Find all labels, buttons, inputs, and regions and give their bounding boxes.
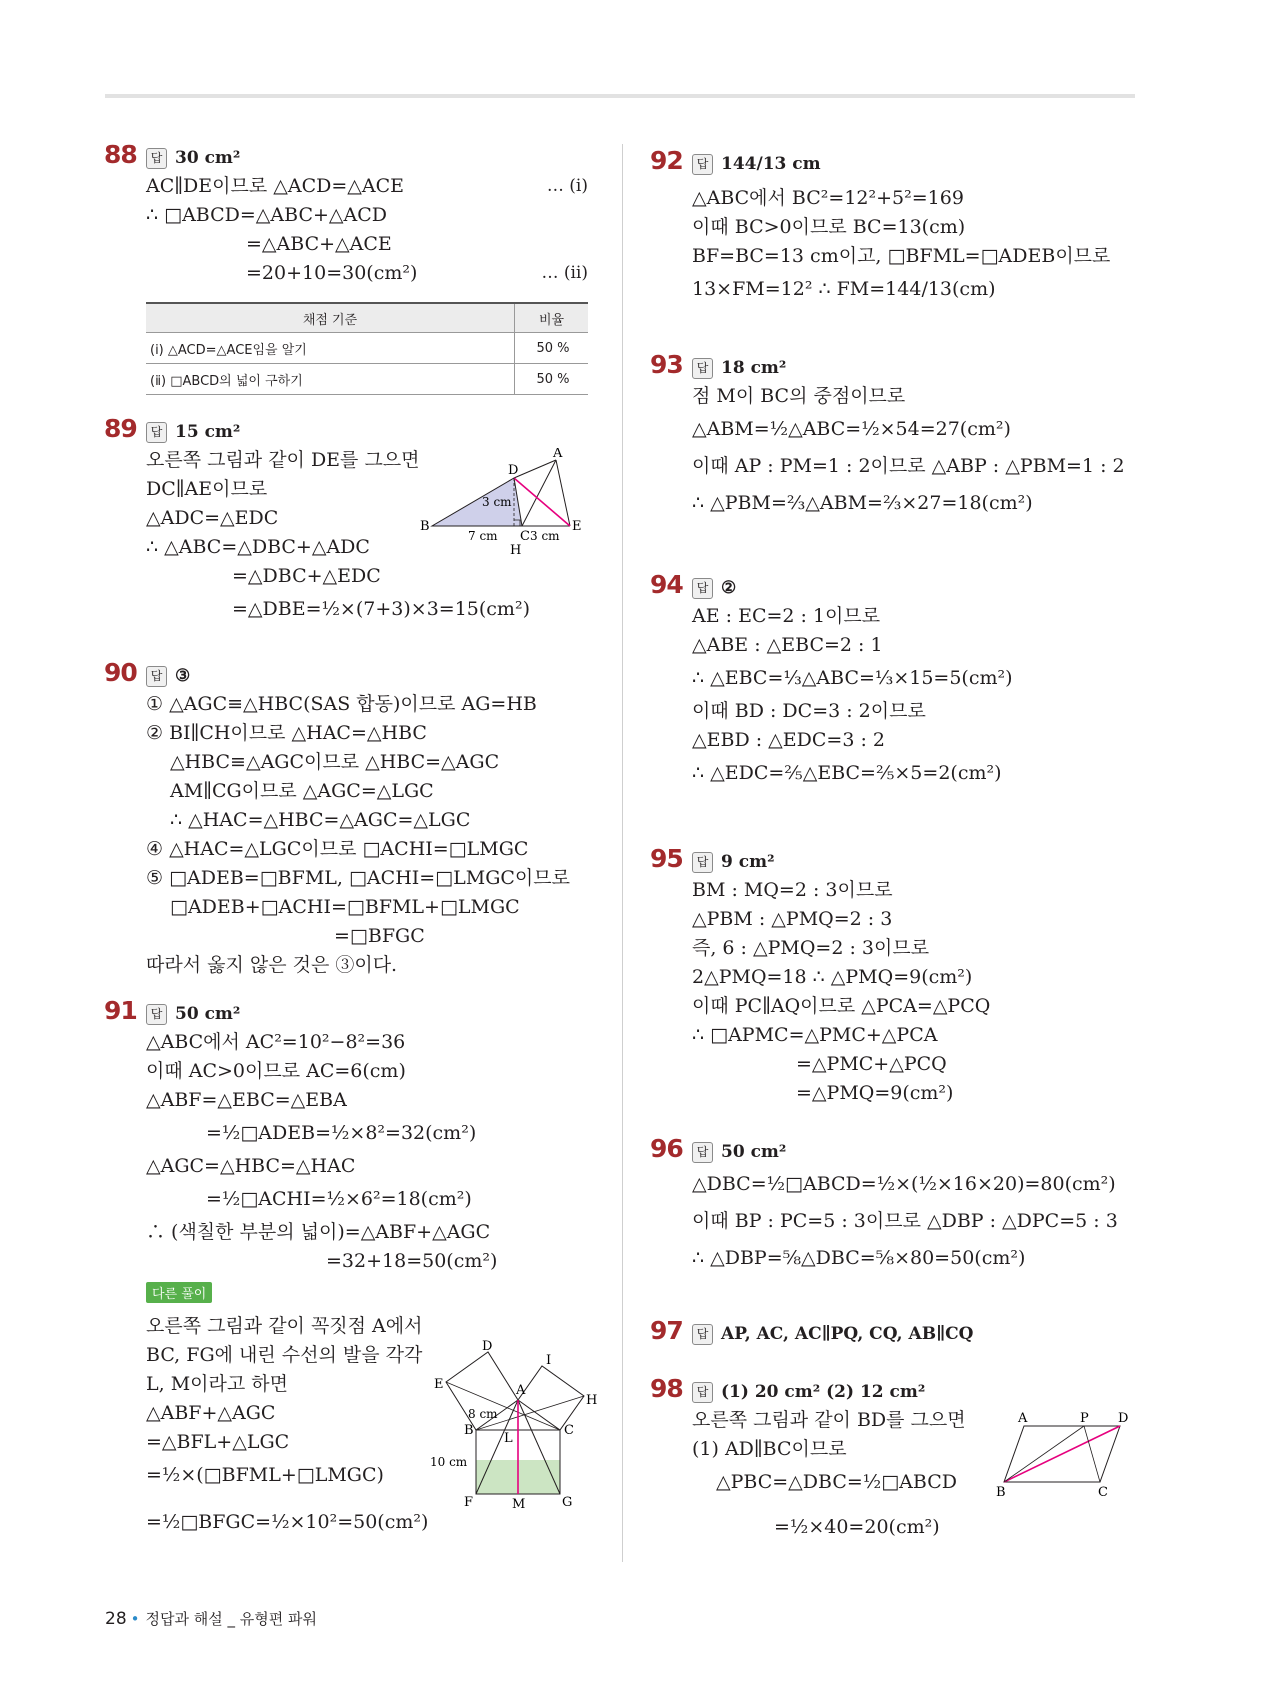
fig-label: B xyxy=(464,1423,474,1438)
answer-tag: 답 xyxy=(146,422,167,443)
answer-value: 50 cm² xyxy=(721,1142,787,1162)
fig-label: A xyxy=(516,1383,526,1398)
answer-line xyxy=(146,662,588,690)
solution-line: =□BFGC xyxy=(334,925,425,947)
answer-value: ② xyxy=(721,578,737,598)
footer-title: 정답과 해설 _ 유형편 파워 xyxy=(145,1610,317,1628)
solution-line: △ABF+△AGC xyxy=(146,1402,276,1424)
answer-value: 9 cm² xyxy=(721,852,775,872)
solution-line: △PBM : △PMQ=2 : 3 xyxy=(692,908,893,930)
fig-label: 10 cm xyxy=(430,1455,468,1469)
solution-line: △ABC에서 BC²=12²+5²=169 xyxy=(692,187,964,209)
solution-line: 이때 BC>0이므로 BC=13(cm) xyxy=(692,216,966,238)
bullet-icon: • xyxy=(130,1610,140,1628)
figure-98 xyxy=(996,1410,1136,1500)
answer-tag: 답 xyxy=(692,1142,713,1163)
solution-line: =½×40=20(cm²) xyxy=(774,1516,940,1538)
answer-value: 144/13 cm xyxy=(721,154,821,174)
solution-line: =½×(□BFML+□LMGC) xyxy=(146,1464,384,1486)
fig-label: F xyxy=(464,1495,474,1510)
solution-line: △ABC에서 AC²=10²−8²=36 xyxy=(146,1031,406,1053)
answer-line xyxy=(692,848,1132,876)
column-divider xyxy=(622,144,623,1562)
solution-line: =½□ADEB=½×8²=32(cm²) xyxy=(206,1122,477,1144)
answer-line xyxy=(146,418,588,446)
problem-number: 93 xyxy=(650,350,683,379)
solution-line: DC∥AE이므로 xyxy=(146,478,268,500)
solution-line: 오른쪽 그림과 같이 DE를 그으면 xyxy=(146,449,420,471)
table-header: 비율 xyxy=(515,303,589,333)
fig-label: L xyxy=(504,1431,513,1446)
fig-label: B xyxy=(420,519,430,534)
fig-label: A xyxy=(1018,1411,1028,1426)
solution-line: (1) AD∥BC이므로 xyxy=(692,1438,847,1460)
solution-line: ∴ (색칠한 부분의 넓이)=△ABF+△AGC xyxy=(146,1221,491,1243)
figure-89 xyxy=(420,448,600,558)
answer-tag: 답 xyxy=(692,358,713,379)
solution-line: ∴ □APMC=△PMC+△PCA xyxy=(692,1024,938,1046)
answer-value: 15 cm² xyxy=(175,422,241,442)
table-cell: (ⅱ) □ABCD의 넓이 구하기 xyxy=(146,364,515,395)
solution-line: =△PMQ=9(cm²) xyxy=(796,1082,954,1104)
solution-line: 이때 PC∥AQ이므로 △PCA=△PCQ xyxy=(692,995,991,1017)
answer-tag: 답 xyxy=(146,1004,167,1025)
problem-number: 89 xyxy=(104,414,137,443)
fig-label: D xyxy=(1118,1411,1129,1426)
answer-tag: 답 xyxy=(692,1324,713,1345)
fig-label: A xyxy=(553,448,563,461)
solution-line: ① △AGC≡△HBC(SAS 합동)이므로 AG=HB xyxy=(146,693,537,715)
problem-number: 98 xyxy=(650,1374,683,1403)
fig-label: P xyxy=(1080,1411,1089,1426)
problem-96 xyxy=(650,1134,1132,1277)
solution-line: BF=BC=13 cm이고, □BFML=□ADEB이므로 xyxy=(692,245,1111,267)
solution-line: 이때 BP : PC=5 : 3이므로 △DBP : △DPC=5 : 3 xyxy=(692,1210,1118,1232)
answer-value: 30 cm² xyxy=(175,148,241,168)
solution-line: =△ABC+△ACE xyxy=(246,233,392,255)
fig-label: 7 cm xyxy=(468,529,498,543)
fig-label: H xyxy=(586,1393,598,1408)
answer-line xyxy=(692,574,1132,602)
problem-number: 91 xyxy=(104,996,137,1025)
solution-line: 따라서 옳지 않은 것은 ③이다. xyxy=(146,954,398,976)
answer-value: 18 cm² xyxy=(721,358,787,378)
answer-value: 50 cm² xyxy=(175,1004,241,1024)
solution-line: AM∥CG이므로 △AGC=△LGC xyxy=(170,780,434,802)
fig-label: M xyxy=(512,1497,526,1512)
fig-label: D xyxy=(482,1339,493,1354)
problem-number: 95 xyxy=(650,844,683,873)
table-header: 채점 기준 xyxy=(146,303,515,333)
solution-line: △EBD : △EDC=3 : 2 xyxy=(692,729,885,751)
problem-92 xyxy=(650,146,1132,308)
problem-number: 90 xyxy=(104,658,137,687)
solution-line: △ABM=½△ABC=½×54=27(cm²) xyxy=(692,418,1011,440)
problem-94 xyxy=(650,570,1132,792)
solution-line: △ABE : △EBC=2 : 1 xyxy=(692,634,883,656)
solution-line: □ADEB+□ACHI=□BFML+□LMGC xyxy=(170,896,520,918)
fig-label: I xyxy=(546,1353,552,1368)
solution-line: 2△PMQ=18 ∴ △PMQ=9(cm²) xyxy=(692,966,973,988)
answer-value: ③ xyxy=(175,666,191,686)
problem-number: 94 xyxy=(650,570,683,599)
solution-line: AC∥DE이므로 △ACD=△ACE … (ⅰ) xyxy=(146,172,588,201)
answer-tag: 답 xyxy=(692,852,713,873)
solution-line: △ABF=△EBC=△EBA xyxy=(146,1089,347,1111)
top-rule xyxy=(105,94,1135,98)
answer-tag: 답 xyxy=(692,578,713,599)
problem-number: 88 xyxy=(104,140,137,169)
reference-mark: … (ⅰ) xyxy=(546,176,588,196)
solution-line: =32+18=50(cm²) xyxy=(326,1250,498,1272)
answer-tag: 답 xyxy=(146,148,167,169)
problem-88 xyxy=(104,140,588,389)
problem-97 xyxy=(650,1316,1132,1348)
solution-line: =½□ACHI=½×6²=18(cm²) xyxy=(206,1188,472,1210)
fig-label: C xyxy=(1098,1485,1108,1500)
answer-line xyxy=(146,1000,588,1028)
solution-line: 이때 AC>0이므로 AC=6(cm) xyxy=(146,1060,406,1082)
problem-95 xyxy=(650,844,1132,1108)
solution-line: ② BI∥CH이므로 △HAC=△HBC xyxy=(146,722,427,744)
problem-number: 97 xyxy=(650,1316,683,1345)
grading-table xyxy=(146,302,588,395)
solution-line: =△PMC+△PCQ xyxy=(796,1053,947,1075)
solution-line: 즉, 6 : △PMQ=2 : 3이므로 xyxy=(692,937,930,959)
answer-line xyxy=(692,1320,1132,1348)
answer-tag: 답 xyxy=(692,1382,713,1403)
solution-line: =20+10=30(cm²) … (ⅱ) xyxy=(146,259,588,288)
solution-line: △AGC=△HBC=△HAC xyxy=(146,1155,356,1177)
other-solution-row xyxy=(146,1276,588,1312)
solution-line: =△DBE=½×(7+3)×3=15(cm²) xyxy=(232,598,530,620)
solution-line: ∴ △EDC=⅖△EBC=⅖×5=2(cm²) xyxy=(692,762,1002,784)
solution-line: △DBC=½□ABCD=½×(½×16×20)=80(cm²) xyxy=(692,1173,1116,1195)
problem-number: 96 xyxy=(650,1134,683,1163)
solution-line: ④ △HAC=△LGC이므로 □ACHI=□LMGC xyxy=(146,838,529,860)
answer-tag: 답 xyxy=(146,666,167,687)
answer-line xyxy=(146,144,588,172)
fig-label: 3 cm xyxy=(482,495,512,509)
solution-line: AE : EC=2 : 1이므로 xyxy=(692,605,881,627)
fig-label: E xyxy=(434,1377,444,1392)
answer-value: (1) 20 cm² (2) 12 cm² xyxy=(721,1382,926,1402)
solution-line: ∴ △HAC=△HBC=△AGC=△LGC xyxy=(170,809,471,831)
fig-label: C xyxy=(564,1423,574,1438)
solution-line: 오른쪽 그림과 같이 BD를 그으면 xyxy=(692,1409,966,1431)
solution-line: 점 M이 BC의 중점이므로 xyxy=(692,385,906,407)
solution-line: △ADC=△EDC xyxy=(146,507,279,529)
solution-line: 13×FM=12² ∴ FM=144/13(cm) xyxy=(692,278,996,300)
answer-line xyxy=(692,150,1132,178)
fig-label: 3 cm xyxy=(530,529,560,543)
problem-number: 92 xyxy=(650,146,683,175)
solution-line: ∴ △ABC=△DBC+△ADC xyxy=(146,536,370,558)
table-cell: (ⅰ) △ACD=△ACE임을 알기 xyxy=(146,333,515,364)
page-footer xyxy=(105,1608,317,1629)
table-cell: 50 % xyxy=(515,364,589,395)
reference-mark: … (ⅱ) xyxy=(541,263,588,283)
problem-90 xyxy=(104,658,588,980)
solution-line: =△BFL+△LGC xyxy=(146,1431,290,1453)
solution-line: 이때 AP : PM=1 : 2이므로 △ABP : △PBM=1 : 2 xyxy=(692,455,1125,477)
solution-line: BM : MQ=2 : 3이므로 xyxy=(692,879,893,901)
solution-line: ∴ △DBP=⅝△DBC=⅝×80=50(cm²) xyxy=(692,1247,1026,1269)
solution-line: ∴ △EBC=⅓△ABC=⅓×15=5(cm²) xyxy=(692,667,1013,689)
fig-label: D xyxy=(508,463,519,478)
figure-91 xyxy=(420,1322,610,1522)
answer-line xyxy=(692,354,1132,382)
fig-label: E xyxy=(572,519,582,534)
solution-line: =△DBC+△EDC xyxy=(232,565,381,587)
solution-line: △HBC≡△AGC이므로 △HBC=△AGC xyxy=(170,751,500,773)
solution-line: L, M이라고 하면 xyxy=(146,1373,288,1395)
problem-93 xyxy=(650,350,1132,522)
fig-label: 8 cm xyxy=(468,1407,498,1421)
fig-label: G xyxy=(562,1495,573,1510)
other-solution-badge: 다른 풀이 xyxy=(146,1282,212,1303)
solution-line: ∴ △PBM=⅔△ABM=⅔×27=18(cm²) xyxy=(692,492,1033,514)
answer-line xyxy=(692,1378,1132,1406)
fig-label: H xyxy=(510,543,522,558)
solution-line: ∴ □ABCD=△ABC+△ACD xyxy=(146,204,388,226)
answer-tag: 답 xyxy=(692,154,713,175)
answer-value: AP, AC, AC∥PQ, CQ, AB∥CQ xyxy=(721,1324,974,1344)
solution-line: 이때 BD : DC=3 : 2이므로 xyxy=(692,700,926,722)
fig-label: C xyxy=(520,529,530,544)
fig-label: B xyxy=(996,1485,1006,1500)
answer-line xyxy=(692,1138,1132,1166)
solution-line: ⑤ □ADEB=□BFML, □ACHI=□LMGC이므로 xyxy=(146,867,570,889)
page-number: 28 xyxy=(105,1609,127,1629)
table-cell: 50 % xyxy=(515,333,589,364)
solution-line: BC, FG에 내린 수선의 발을 각각 xyxy=(146,1344,423,1366)
solution-line: =½□BFGC=½×10²=50(cm²) xyxy=(146,1511,429,1533)
solution-line: △PBC=△DBC=½□ABCD xyxy=(716,1471,957,1493)
solution-line: 오른쪽 그림과 같이 꼭짓점 A에서 xyxy=(146,1315,423,1337)
